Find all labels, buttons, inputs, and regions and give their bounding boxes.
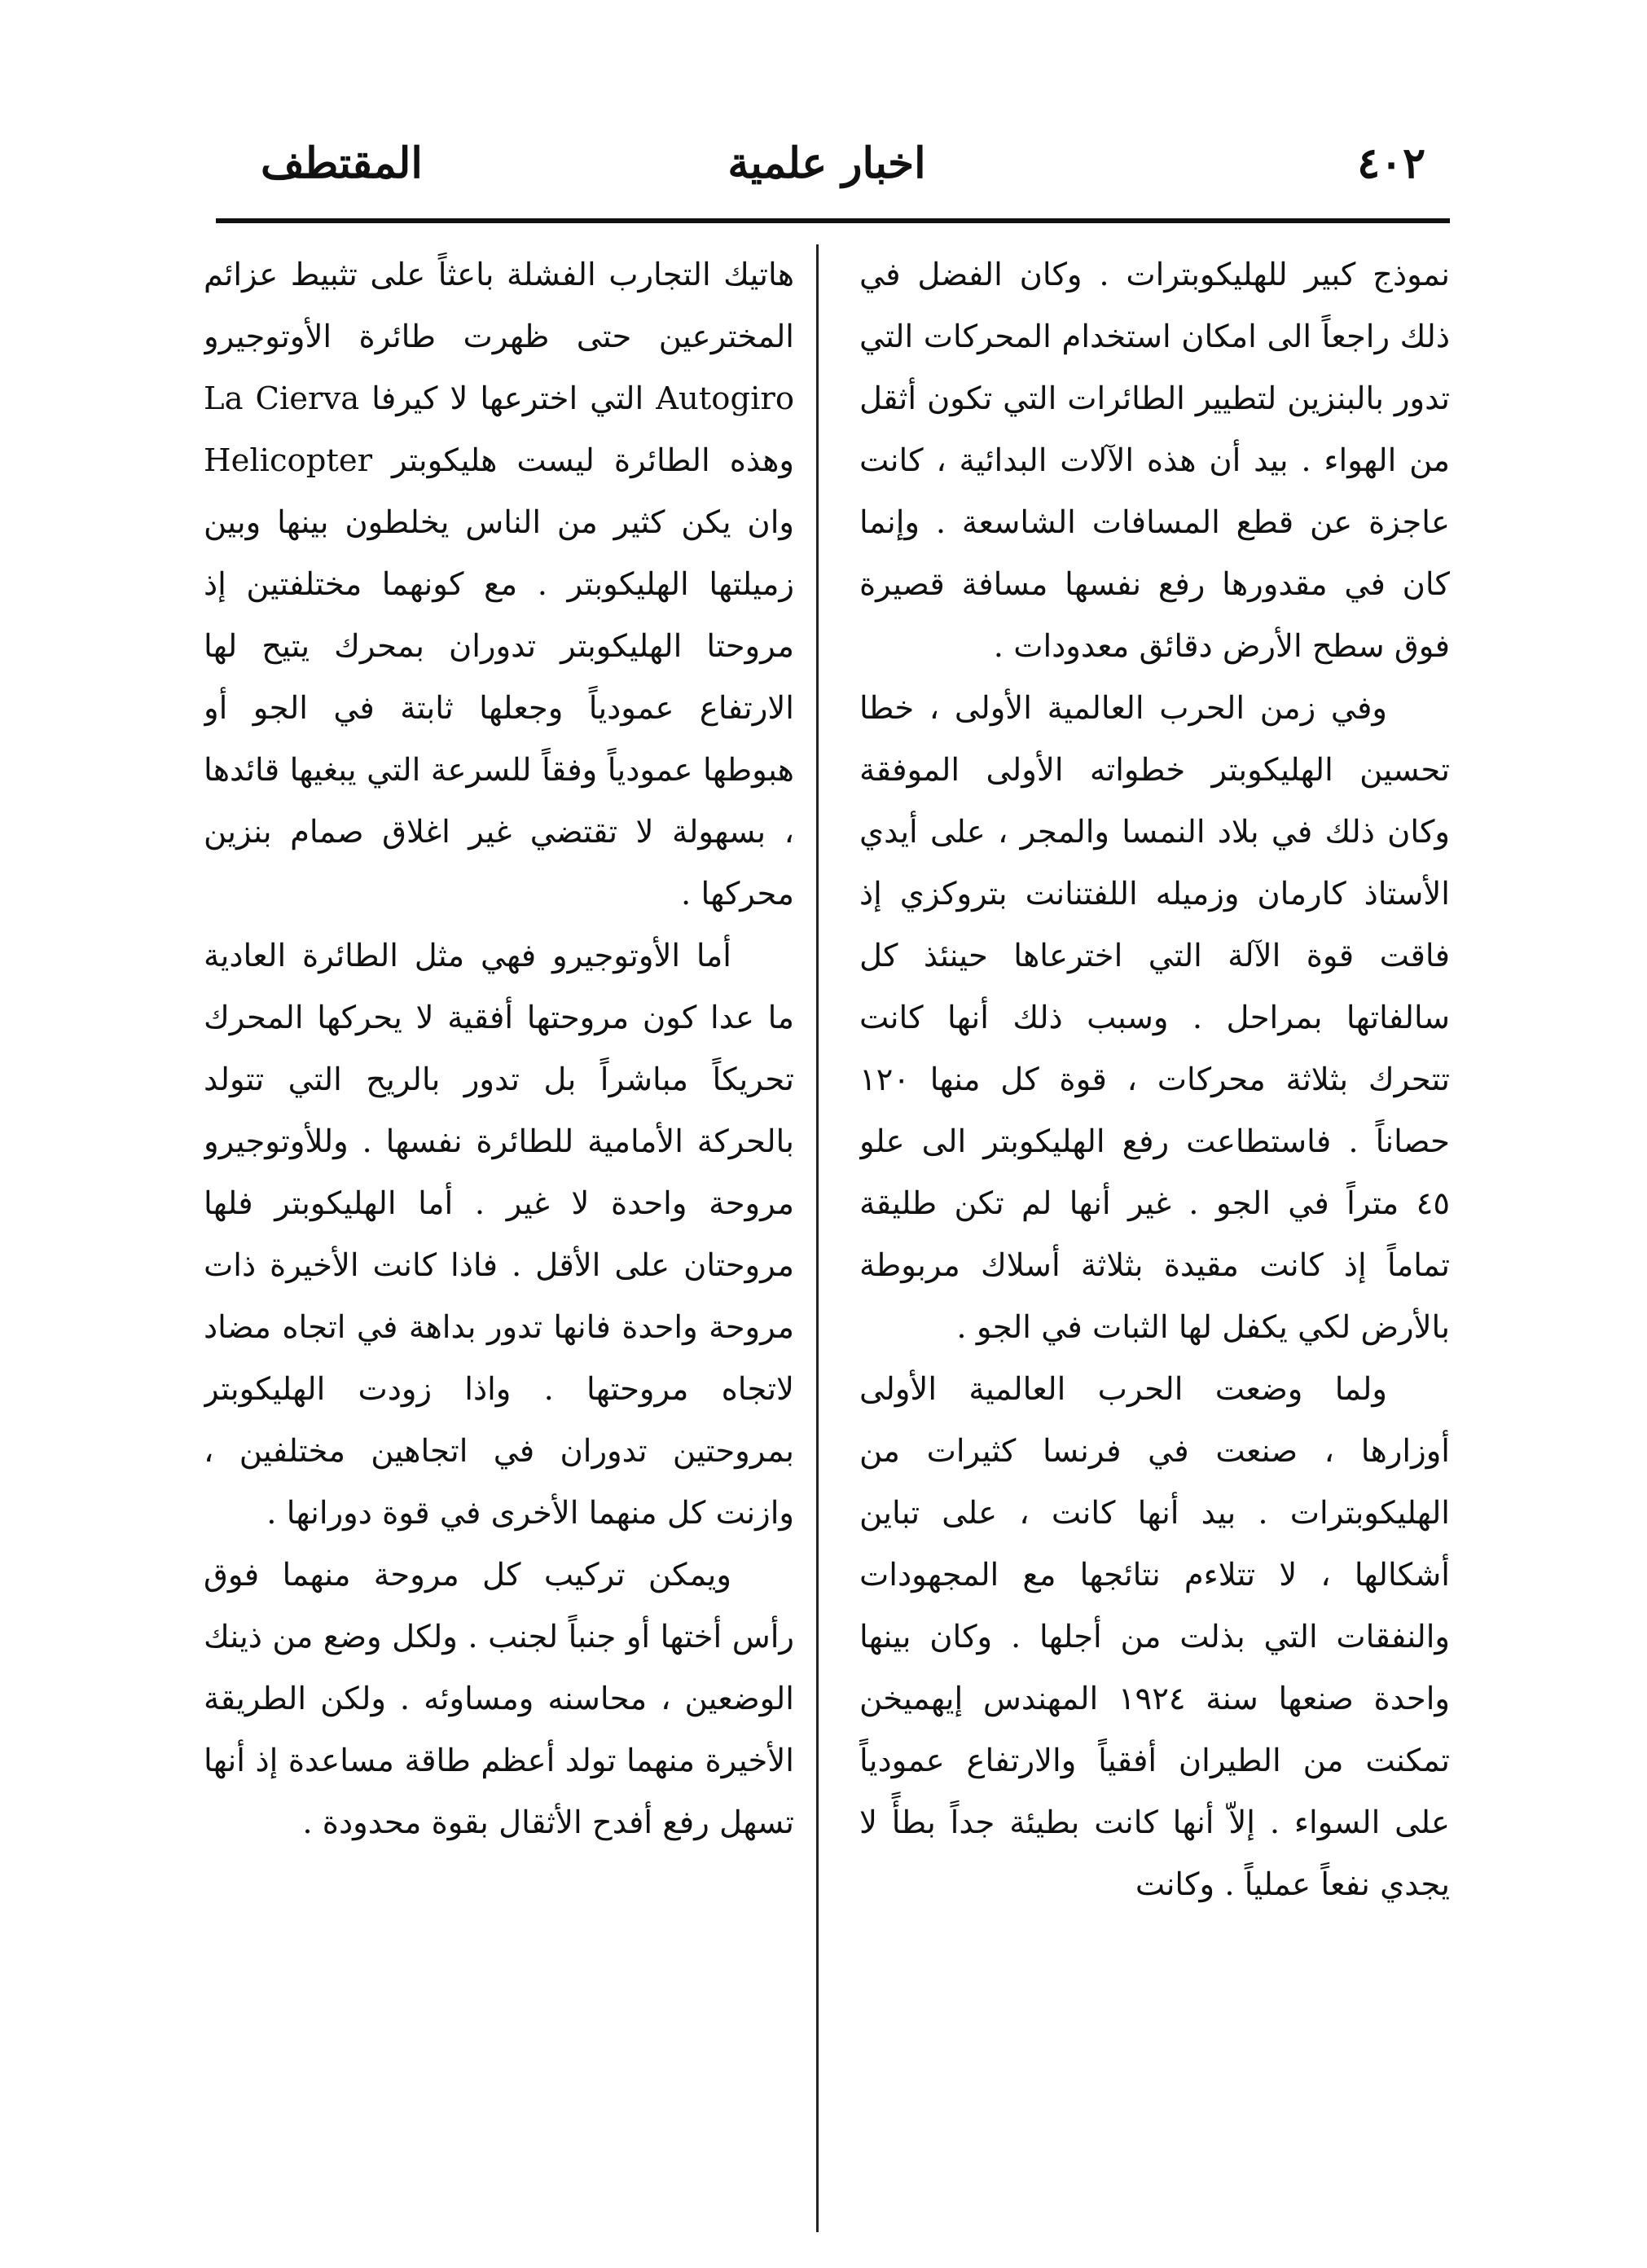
right-column	[859, 244, 1450, 2232]
page-header	[204, 122, 1450, 212]
paragraph: ويمكن تركيب كل مروحة منهما فوق رأس أختها أو جنباً لجنب . ولكل وضع من ذينك الوضعين ، محاسنه ومساوئه . ولكن الطريقة الأخيرة منهما تولد أعظم طاقة مساعدة إذ أنها تسهل رفع أفدح الأثقال بقوة محدودة .	[204, 1557, 794, 1841]
page-number: ٤٠٢	[1357, 138, 1425, 188]
journal-page	[204, 122, 1450, 2240]
paragraph: ولما وضعت الحرب العالمية الأولى أوزارها ، صنعت في فرنسا كثيرات من الهليكوبترات . بيد أنها كانت ، على تباين أشكالها ، لا تتلاءم نتائجها مع المجهودات والنفقات التي بذلت من أجلها . وكان بينها واحدة صنعها سنة ١٩٢٤ المهندس إيهميخن تمكنت من الطيران أفقياً والارتفاع عمودياً على السواء . إلاّ أنها كانت بطيئة جداً بطأً لا يجدي نفعاً عملياً . وكانت	[859, 1371, 1450, 1903]
journal-name: المقتطف	[261, 138, 423, 188]
section-title: اخبار علمية	[727, 138, 926, 188]
header-rule	[216, 218, 1450, 223]
left-column	[204, 244, 794, 2232]
paragraph: أما الأوتوجيرو فهي مثل الطائرة العادية ما عدا كون مروحتها أفقية لا يحركها المحرك تحريكاً مباشراً بل تدور بالريح التي تتولد بالحركة الأمامية للطائرة نفسها . وللأوتوجيرو مروحة واحدة لا غير . أما الهليكوبتر فلها مروحتان على الأقل . فاذا كانت الأخيرة ذات مروحة واحدة فانها تدور بداهة في اتجاه مضاد لاتجاه مروحتها . واذا زودت الهليكوبتر بمروحتين تدوران في اتجاهين مختلفين ، وازنت كل منهما الأخرى في قوة دورانها .	[204, 938, 794, 1532]
paragraph: وفي زمن الحرب العالمية الأولى ، خطا تحسين الهليكوبتر خطواته الأولى الموفقة وكان ذلك في بلاد النمسا والمجر ، على أيدي الأستاذ كارمان وزميله اللفتنانت بتروكزي إذ فاقت قوة الآلة التي اخترعاها حينئذ كل سالفاتها بمراحل . وسبب ذلك أنها كانت تتحرك بثلاثة محركات ، قوة كل منها ١٢٠ حصاناً . فاستطاعت رفع الهليكوبتر الى علو ٤٥ متراً في الجو . غير أنها لم تكن طليقة تماماً إذ كانت مقيدة بثلاثة أسلاك مربوطة بالأرض لكي يكفل لها الثبات في الجو .	[859, 690, 1450, 1346]
column-divider	[816, 244, 819, 2232]
paragraph: نموذج كبير للهليكوبترات . وكان الفضل في ذلك راجعاً الى امكان استخدام المحركات التي تدور بالبنزين لتطيير الطائرات التي تكون أثقل من الهواء . بيد أن هذه الآلات البدائية ، كانت عاجزة عن قطع المسافات الشاسعة . وإنما كان في مقدورها رفع نفسها مسافة قصيرة فوق سطح الأرض دقائق معدودات .	[859, 257, 1450, 665]
paragraph: هاتيك التجارب الفشلة باعثاً على تثبيط عزائم المخترعين حتى ظهرت طائرة الأوتوجيرو Autogiro التي اخترعها لا كيرفا La Cierva وهذه الطائرة ليست هليكوبتر Helicopter وان يكن كثير من الناس يخلطون بينها وبين زميلتها الهليكوبتر . مع كونهما مختلفتين إذ مروحتا الهليكوبتر تدوران بمحرك يتيح لها الارتفاع عمودياً وجعلها ثابتة في الجو أو هبوطها عمودياً وفقاً للسرعة التي يبغيها قائدها ، بسهولة لا تقتضي غير اغلاق صمام بنزين محركها .	[204, 257, 794, 912]
